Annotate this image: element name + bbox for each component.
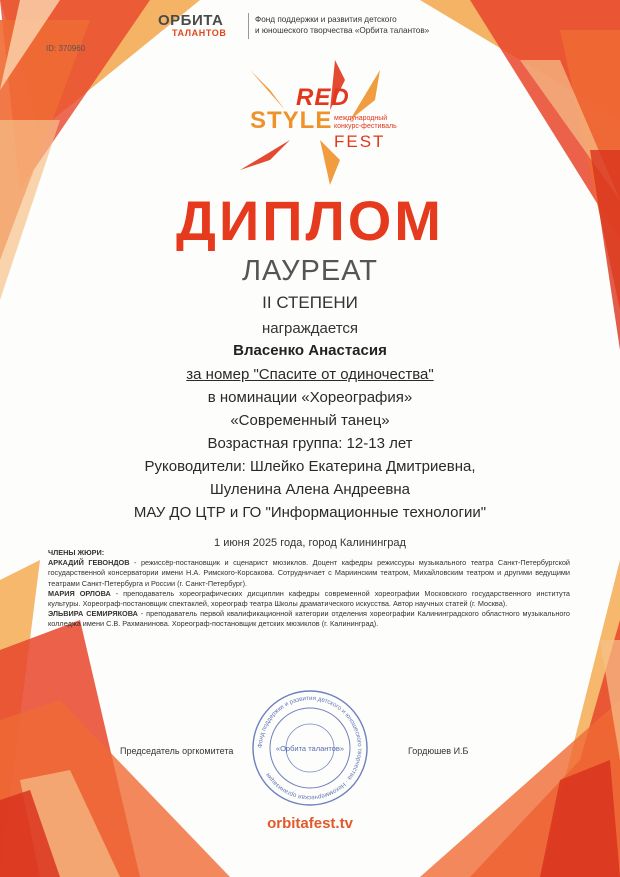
jury-member bbox=[48, 589, 570, 609]
document-id: ID: 370960 bbox=[46, 44, 86, 53]
orbita-logo-sub: ТАЛАНТОВ bbox=[172, 28, 227, 38]
festival-logo-fest: FEST bbox=[334, 132, 386, 151]
jury-member-desc: - преподаватель первой квалификационной категории отделения хореографии Калининградского областного музыкального колледжа имени С.В. Рахманинова. Хореограф-постановщик детских мюзиклов (г. Калининград). bbox=[48, 609, 570, 629]
stamp-ring-text: Фонд поддержки и развития детского и юношеского творчества · Некоммерческая организация bbox=[256, 694, 364, 802]
header bbox=[140, 10, 480, 42]
header-divider bbox=[248, 13, 249, 39]
festival-logo-red: RED bbox=[296, 84, 350, 111]
degree-label: II СТЕПЕНИ bbox=[262, 293, 358, 312]
jury-section bbox=[48, 548, 570, 630]
awarded-label: награждается bbox=[261, 320, 359, 337]
recipient-name: Власенко Анастасия bbox=[233, 342, 387, 359]
signer-name: Гордюшев И.Б bbox=[408, 746, 469, 756]
festival-logo-subtitle-1: международный bbox=[334, 115, 388, 122]
organization-stamp bbox=[250, 688, 370, 808]
date-and-place: 1 июня 2025 года, город Калининград bbox=[214, 537, 406, 549]
organization-name bbox=[255, 14, 485, 36]
orbita-logo: ОРБИТА bbox=[158, 12, 224, 29]
festival-logo-subtitle bbox=[334, 115, 424, 131]
performance-title-line bbox=[0, 366, 620, 383]
jury-member bbox=[48, 558, 570, 589]
jury-member bbox=[48, 609, 570, 629]
festival-logo-style: STYLE bbox=[250, 107, 333, 134]
jury-title: ЧЛЕНЫ ЖЮРИ: bbox=[48, 548, 105, 557]
festival-logo bbox=[248, 78, 418, 173]
jury-member-name: МАРИЯ ОРЛОВА bbox=[48, 588, 111, 598]
diploma-title: ДИПЛОМ bbox=[176, 189, 444, 252]
performance-title: за номер "Спасите от одиночества" bbox=[186, 366, 434, 383]
nomination: в номинации «Хореография» bbox=[207, 389, 413, 406]
jury-member-desc: - режиссёр-постановщик и сценарист мюзиклов. Доцент кафедры режиссуры музыкального театра Санкт-Петербургской государственной консерватории имени Н.А. Римского-Корсакова. Сотрудничает с Мариинским театром, Михайловским театром и другими ведущими театрами Санкт-Петербурга и России (г. Санкт-Петербург). bbox=[48, 558, 571, 588]
stamp-center-text: «Орбита талантов» bbox=[275, 744, 345, 753]
jury-member-desc: - преподаватель хореографических дисциплин кафедры современной хореографии Московского государственного института культуры. Хореограф-постановщик спектаклей, хореограф театра Школы драматического искусства. Автор научных статей (г. Москва). bbox=[48, 588, 570, 609]
organization-line-1: Фонд поддержки и развития детского bbox=[255, 15, 397, 24]
organization-line-2: и юношеского творчества «Орбита талантов» bbox=[255, 26, 430, 35]
age-group: Возрастная группа: 12-13 лет bbox=[207, 435, 413, 452]
chair-label: Председатель оргкомитета bbox=[120, 746, 234, 756]
site-url[interactable]: orbitafest.tv bbox=[267, 815, 353, 832]
laureate-heading: ЛАУРЕАТ bbox=[242, 255, 378, 287]
leaders-line-2: Шуленина Алена Андреевна bbox=[209, 481, 411, 498]
institution: МАУ ДО ЦТР и ГО "Информационные технологии" bbox=[133, 504, 487, 521]
jury-member-name: ЭЛЬВИРА СЕМИРЯКОВА bbox=[48, 609, 138, 619]
leaders-line-1: Руководители: Шлейко Екатерина Дмитриевна, bbox=[144, 458, 476, 475]
festival-logo-subtitle-2: конкурс-фестиваль bbox=[334, 123, 397, 130]
jury-member-name: АРКАДИЙ ГЕВОНДОВ bbox=[48, 558, 130, 568]
category: «Современный танец» bbox=[230, 412, 390, 429]
